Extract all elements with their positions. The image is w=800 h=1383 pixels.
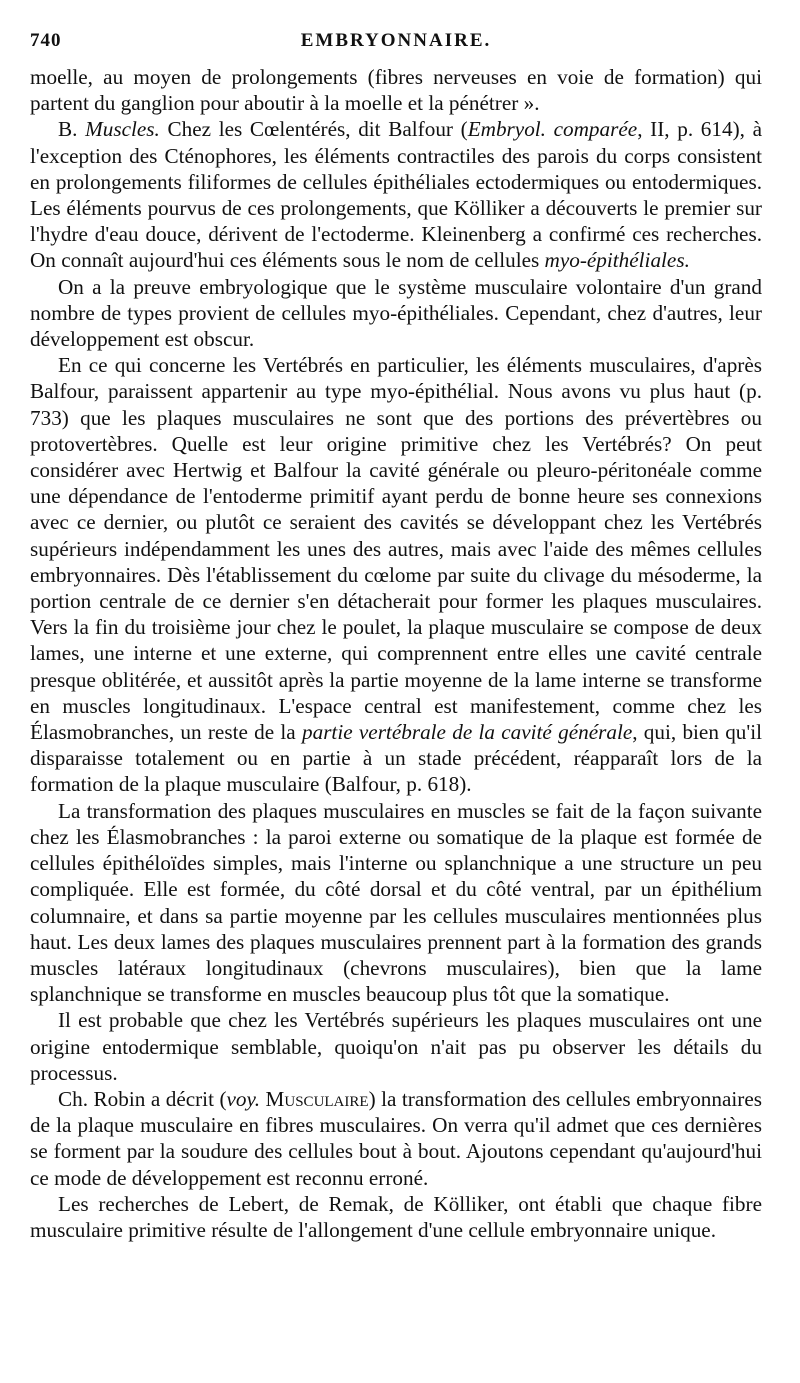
italic-term: myo-épithéliales. — [544, 248, 690, 273]
page-number: 740 — [30, 30, 62, 51]
paragraph-text: B. — [58, 117, 86, 142]
paragraph-text: , II, p. 614), à l'exception des Cténophores, les éléments contractiles des parois du corps consistent en prolongements filiformes de cellules épithéliales ectodermiques ou entodermiques. Les éléments pourvus de ces prolongements, que Kölliker a découverts le premier sur l'hydre d'eau douce, dérivent de l'ectoderme. Kleinenberg a confirmé ces recherches. On connaît aujourd'hui ces éléments sous le nom de cellules — [30, 117, 763, 273]
section-heading: Muscles. — [85, 117, 160, 142]
paragraph-text: Ch. Robin a décrit ( — [58, 1086, 227, 1111]
paragraph-text: Chez les Cœlentérés, dit Balfour ( — [159, 117, 468, 142]
paragraph-text: ) la transformation des cellules embryonnaires de la plaque musculaire en fibres musculaires. On verra qu'il admet que ces dernières se forment par la soudure des cellules bout à bout. Ajoutons cependant qu'aujourd'hui ce mode de développement est reconnu erroné. — [30, 1086, 762, 1190]
paragraph-text: Il est probable que chez les Vertébrés supérieurs les plaques musculaires ont une origine entodermique semblable, quoiqu'on n'ait pas pu observer les détails du processus. — [30, 1008, 762, 1085]
cross-reference: Musculaire — [260, 1086, 369, 1111]
paragraph-text: En ce qui concerne les Vertébrés en particulier, les éléments musculaires, d'après Balfour, paraissent appartenir au type myo-épithélial. Nous avons vu plus haut (p. 733) que les plaques musculaires ne sont que des portions des prévertèbres ou protovertèbres. Quelle est leur origine primitive chez les Vertébrés? On peut considérer avec Hertwig et Balfour la cavité générale ou pleuro-péritonéale comme une dépendance de l'entoderme primitif ayant perdu de bonne heure ses connexions avec ce dernier, ou plutôt ce seraient des cavités se développant chez les Vertébrés supérieurs indépendamment les unes des autres, mais avec l'aide des mêmes cellules embryonnaires. Dès l'établissement du cœlome par suite du clivage du mésoderme, la portion centrale de ce dernier s'en détacherait pour former les plaques musculaires. Vers la fin du troisième jour chez le poulet, la plaque musculaire se compose de deux lames, une interne et une externe, qui comprennent entre elles une cavité centrale presque oblitérée, et aussitôt après la partie moyenne de la lame interne se transforme en muscles longitudinaux. L'espace central est manifestement, comme chez les Élasmobranches, un reste de la — [30, 353, 762, 745]
paragraph-text: Les recherches de Lebert, de Remak, de Kölliker, ont établi que chaque fibre musculaire primitive résulte de l'allongement d'une cellule embryonnaire unique. — [30, 1191, 762, 1242]
paragraph-text: La transformation des plaques musculaires en muscles se fait de la façon suivante chez les Élasmobranches : la paroi externe ou somatique de la plaque est formée de cellules épithéloïdes simples, mais l'interne ou splanchnique a une structure un peu compliquée. Elle est formée, du côté dorsal et du côté ventral, par un épithélium columnaire, et dans sa partie moyenne par les cellules musculaires mentionnées plus haut. Les deux lames des plaques musculaires prennent part à la formation des grands muscles latéraux longitudinaux (chevrons musculaires), bien que la lame splanchnique se transforme en muscles beaucoup plus tôt que la somatique. — [30, 798, 762, 1007]
paragraph — [30, 352, 762, 797]
book-title: Embryol. comparée — [467, 117, 638, 142]
paragraph-muscles — [30, 116, 762, 273]
paragraph — [30, 1086, 762, 1191]
paragraph — [30, 1191, 762, 1243]
paragraph-continued — [30, 64, 762, 116]
paragraph — [30, 798, 762, 1008]
paragraph-text: moelle, au moyen de prolongements (fibres nerveuses en voie de formation) qui partent du ganglion pour aboutir à la moelle et la pénétrer ». — [30, 65, 762, 116]
paragraph — [30, 1007, 762, 1086]
paragraph-text: , qui, bien qu'il disparaisse totalement ou en partie à un stade précédent, réapparaît lors de la formation de la plaque musculaire (Balfour, p. 618). — [30, 720, 762, 797]
paragraph — [30, 274, 762, 353]
paragraph-text: On a la preuve embryologique que le système musculaire volontaire d'un grand nombre de types provient de cellules myo-épithéliales. Cependant, chez d'autres, leur développement est obscur. — [30, 274, 762, 352]
italic-abbrev: voy. — [226, 1086, 261, 1111]
page-body — [30, 64, 762, 1243]
running-title: EMBRYONNAIRE. — [300, 30, 492, 51]
page-header — [30, 26, 762, 60]
italic-term: partie vertébrale de la cavité générale — [302, 720, 633, 745]
